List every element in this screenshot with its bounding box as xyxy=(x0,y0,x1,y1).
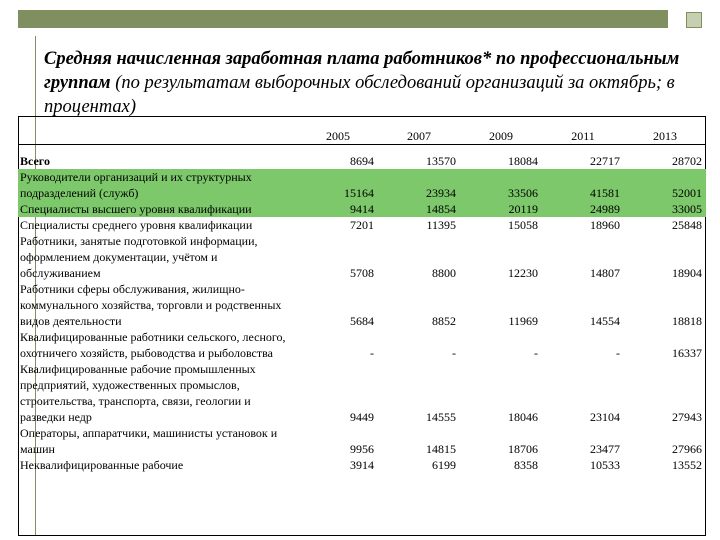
cell-value: - xyxy=(452,346,456,360)
total-row xyxy=(18,145,706,170)
cell-value: 41581 xyxy=(542,169,624,201)
cell-value: 12230 xyxy=(508,266,538,280)
cell-value: 5684 xyxy=(350,314,374,328)
cell-value: 18818 xyxy=(672,314,702,328)
row-label: Всего xyxy=(20,154,50,168)
cell-value: 8852 xyxy=(432,314,456,328)
cell-value: - xyxy=(534,346,538,360)
row-label: Работники, занятые подготовкой информации, оформлением документации, учётом и обслуживанием xyxy=(20,234,258,280)
table-row xyxy=(18,233,706,281)
cell-value: 33005 xyxy=(624,201,706,217)
title-rest: (по результатам выборочных обследований организаций за октябрь; в процентах) xyxy=(44,73,675,117)
cell-value: 18960 xyxy=(590,218,620,232)
cell-value: 18904 xyxy=(672,266,702,280)
row-label: Квалифицированные работники сельского, лесного, охотничего хозяйств, рыбоводства и рыболовства xyxy=(20,330,286,360)
header-year: 2005 xyxy=(298,116,378,145)
cell-value: 13552 xyxy=(672,458,702,472)
cell-value: 15164 xyxy=(298,169,378,201)
row-label: Работники сферы обслуживания, жилищно-коммунального хозяйства, торговли и родственных видов деятельности xyxy=(20,282,282,328)
cell-value: 18046 xyxy=(508,410,538,424)
cell-value: 9956 xyxy=(350,442,374,456)
cell-value: 33506 xyxy=(460,169,542,201)
cell-value: 14555 xyxy=(426,410,456,424)
cell-value: 15058 xyxy=(508,218,538,232)
cell-value: 8694 xyxy=(350,154,374,168)
header-year: 2013 xyxy=(624,116,706,145)
cell-value: 14815 xyxy=(426,442,456,456)
cell-value: 8800 xyxy=(432,266,456,280)
cell-value: 14854 xyxy=(378,201,460,217)
table-header-row xyxy=(18,116,706,145)
cell-value: 14554 xyxy=(590,314,620,328)
row-label: Специалисты среднего уровня квалификации xyxy=(20,218,253,232)
cell-value: 24989 xyxy=(542,201,624,217)
cell-value: 27966 xyxy=(672,442,702,456)
table-row xyxy=(18,217,706,233)
cell-value: 9449 xyxy=(350,410,374,424)
header-year: 2007 xyxy=(378,116,460,145)
cell-value: 3914 xyxy=(350,458,374,472)
table-row xyxy=(18,201,706,217)
decorative-square xyxy=(686,12,702,28)
row-label: Неквалифицированные рабочие xyxy=(20,458,184,472)
cell-value: 13570 xyxy=(426,154,456,168)
cell-value: - xyxy=(370,346,374,360)
row-label: Операторы, аппаратчики, машинисты установок и машин xyxy=(20,426,278,456)
header-year: 2009 xyxy=(460,116,542,145)
cell-value: 23934 xyxy=(378,169,460,201)
cell-value: 18706 xyxy=(508,442,538,456)
row-label: Руководители организаций и их структурных подразделений (служб) xyxy=(18,169,298,201)
table-row xyxy=(18,169,706,201)
header-empty xyxy=(18,116,298,145)
cell-value: 18084 xyxy=(508,154,538,168)
cell-value: 28702 xyxy=(672,154,702,168)
table-row xyxy=(18,457,706,473)
cell-value: 52001 xyxy=(624,169,706,201)
cell-value: 16337 xyxy=(672,346,702,360)
slide-title xyxy=(44,47,704,119)
title-bold: Средняя начисленная заработная плата работников* по профессиональным группам xyxy=(44,49,680,93)
cell-value: 6199 xyxy=(432,458,456,472)
cell-value: 9414 xyxy=(298,201,378,217)
cell-value: 7201 xyxy=(350,218,374,232)
cell-value: - xyxy=(616,346,620,360)
cell-value: 23104 xyxy=(590,410,620,424)
cell-value: 22717 xyxy=(590,154,620,168)
salary-table xyxy=(18,116,706,473)
cell-value: 10533 xyxy=(590,458,620,472)
cell-value: 11969 xyxy=(508,314,538,328)
cell-value: 25848 xyxy=(672,218,702,232)
cell-value: 11395 xyxy=(426,218,456,232)
cell-value: 8358 xyxy=(514,458,538,472)
row-label: Специалисты высшего уровня квалификации xyxy=(18,201,298,217)
cell-value: 23477 xyxy=(590,442,620,456)
cell-value: 14807 xyxy=(590,266,620,280)
table-row xyxy=(18,329,706,361)
table-row xyxy=(18,281,706,329)
table-row xyxy=(18,425,706,457)
header-year: 2011 xyxy=(542,116,624,145)
table-row xyxy=(18,361,706,425)
cell-value: 20119 xyxy=(460,201,542,217)
cell-value: 5708 xyxy=(350,266,374,280)
row-label: Квалифицированные рабочие промышленных предприятий, художественных промыслов, строительства, транспорта, связи, геологии и разведки недр xyxy=(20,362,256,424)
cell-value: 27943 xyxy=(672,410,702,424)
decorative-top-bar xyxy=(18,10,668,28)
